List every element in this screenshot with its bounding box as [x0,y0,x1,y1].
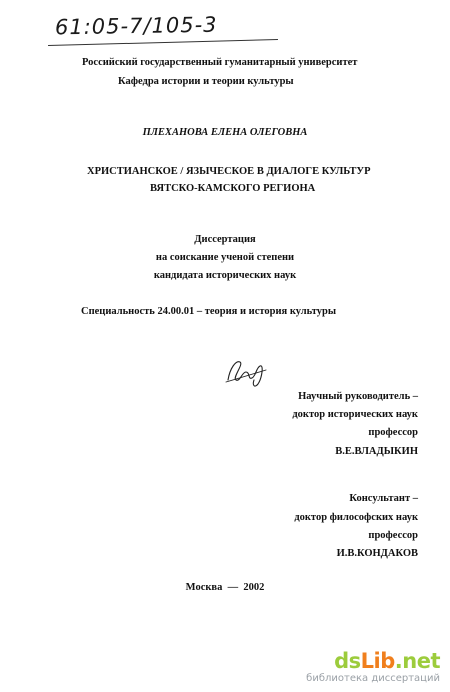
watermark-logo: dsLib.net [334,649,440,673]
title-line-1: ХРИСТИАНСКОЕ / ЯЗЫЧЕСКОЕ В ДИАЛОГЕ КУЛЬТУР [87,166,371,177]
consultant-name: И.В.КОНДАКОВ [336,548,418,559]
document-type: Диссертация [194,234,256,245]
city-year: Москва — 2002 [185,582,265,593]
specialty: Специальность 24.00.01 – теория и история культуры [81,306,337,317]
supervisor-title: профессор [368,427,418,438]
author-name: ПЛЕХАНОВА ЕЛЕНА ОЛЕГОВНА [142,127,308,138]
dslib-watermark[interactable] [306,650,440,684]
consultant-degree: доктор философских наук [294,512,418,523]
supervisor-name: В.Е.ВЛАДЫКИН [335,446,418,457]
supervisor-role: Научный руководитель – [298,391,418,402]
supervisor-degree: доктор исторических наук [292,409,418,420]
signature-image [222,350,272,390]
consultant-role: Консультант – [349,493,418,504]
university-name: Российский государственный гуманитарный университет [82,57,358,68]
archive-number-underline [48,39,278,46]
archive-number: 61:05-7/105-3 [54,12,218,40]
department-name: Кафедра истории и теории культуры [118,76,294,87]
watermark-subtitle: библиотека диссертаций [306,673,440,684]
degree-line-1: на соискание ученой степени [155,252,295,263]
title-line-2: ВЯТСКО-КАМСКОГО РЕГИОНА [150,183,316,194]
consultant-title: профессор [368,530,418,541]
degree-line-2: кандидата исторических наук [153,270,297,281]
